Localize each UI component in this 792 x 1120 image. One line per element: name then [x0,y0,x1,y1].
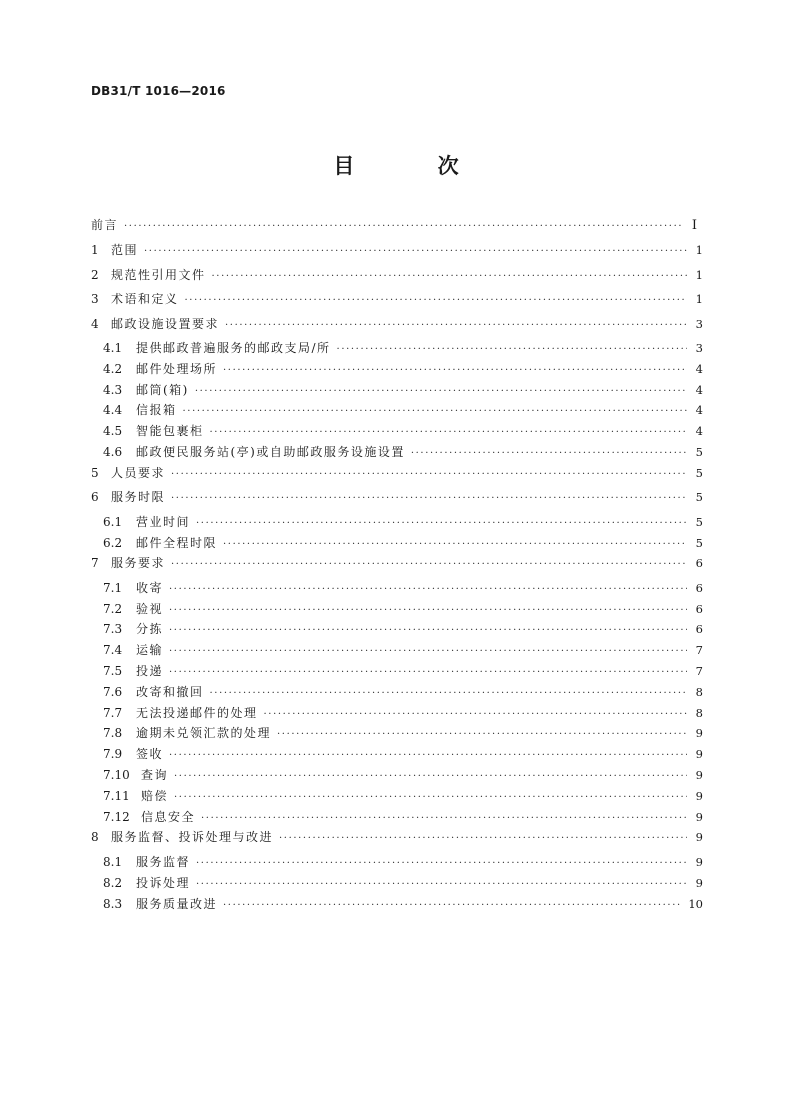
toc-entry-page: 4 [695,403,703,418]
toc-entry-number: 4.4 [103,403,123,418]
dot-leader [223,365,687,376]
toc-entry[interactable] [91,443,703,464]
toc-entry-page: 9 [695,726,703,741]
toc-entry[interactable] [91,464,703,489]
toc-entry-page: 5 [695,444,703,459]
toc-entry[interactable] [91,620,703,641]
toc-entry-number: 7 [91,556,99,571]
toc-entry-page: 9 [695,830,703,845]
toc-entry[interactable] [91,534,703,555]
dot-leader [169,584,687,595]
toc-entry[interactable] [91,704,703,725]
toc-entry-label: 投诉处理 [136,875,191,890]
dot-leader [144,246,687,257]
toc-entry[interactable] [91,895,703,916]
toc-entry[interactable] [91,579,703,600]
toc-entry-number: 8.2 [103,875,123,890]
page-title: 目 次 [333,154,497,178]
toc-entry[interactable] [91,216,703,241]
toc-entry-label: 前言 [91,218,119,232]
toc-entry-label: 改寄和撤回 [136,684,204,699]
toc-entry-page: 1 [695,243,703,257]
dot-leader [169,625,687,636]
toc-entry-label: 验视 [136,601,164,616]
toc-entry-page: 6 [695,556,703,571]
dot-leader [171,559,687,570]
toc-entry-page: 6 [695,580,703,595]
toc-entry-number: 4.5 [103,424,123,439]
dot-leader [201,813,687,824]
toc-entry-page: 4 [695,382,703,397]
toc-entry-number: 8.1 [103,854,123,869]
toc-entry-number: 7.10 [103,768,130,783]
toc-entry-label: 术语和定义 [111,292,179,306]
toc-entry[interactable] [91,766,703,787]
toc-entry-number: 7.2 [103,601,123,616]
toc-entry-label: 范围 [111,243,139,257]
toc-entry-page: 5 [695,535,703,550]
toc-entry-number: 1 [91,243,99,257]
dot-leader [169,750,687,761]
dot-leader [174,771,687,782]
dot-leader [196,858,687,869]
dot-leader [264,709,687,720]
toc-entry[interactable] [91,241,703,266]
dot-leader [196,518,687,529]
dot-leader [124,221,681,232]
toc-entry-label: 营业时间 [136,514,191,529]
toc-entry-number: 4 [91,316,99,331]
toc-entry-label: 智能包裹柜 [136,424,204,439]
toc-entry[interactable] [91,745,703,766]
toc-entry-number: 7.5 [103,664,123,679]
dot-leader [169,667,687,678]
toc-entry-label: 服务监督、投诉处理与改进 [111,830,274,845]
toc-entry-page: 5 [695,490,703,505]
dot-leader [196,879,687,890]
toc-entry-page: 8 [695,684,703,699]
toc-entry-number: 7.11 [103,788,130,803]
dot-leader [210,427,687,438]
toc-entry-page: 7 [695,643,703,658]
toc-entry[interactable] [91,554,703,579]
toc-entry-number: 7.3 [103,622,123,637]
dot-leader [223,900,682,911]
dot-leader [225,320,687,331]
toc-entry-page: 9 [695,768,703,783]
toc-entry-number: 6.1 [103,514,123,529]
toc-entry-number: 4.2 [103,361,123,376]
toc-entry-number: 4.3 [103,382,123,397]
dot-leader [279,833,687,844]
toc-entry-page: 5 [695,514,703,529]
toc-entry[interactable] [91,828,703,853]
toc-entry-number: 6.2 [103,535,123,550]
toc-entry-page: 3 [695,316,703,331]
toc-entry[interactable] [91,266,703,291]
dot-leader [277,729,687,740]
toc-entry-page: 4 [695,424,703,439]
toc-entry-page: 9 [695,875,703,890]
toc-entry-number: 8 [91,830,99,845]
toc-entry-number: 7.7 [103,705,123,720]
toc-entry-label: 人员要求 [111,465,166,480]
dot-leader [223,539,687,550]
toc-entry-label: 邮件处理场所 [136,361,218,376]
toc-entry[interactable] [91,724,703,745]
toc-entry-page: 3 [695,341,703,355]
toc-entry-label: 邮政设施设置要求 [111,316,220,331]
toc-entry-label: 邮件全程时限 [136,535,218,550]
toc-entry[interactable] [91,600,703,621]
toc-entry[interactable] [91,641,703,662]
toc-entry[interactable] [91,662,703,683]
toc-entry-page: 9 [695,788,703,803]
dot-leader [185,295,687,306]
toc-entry-number: 3 [91,292,99,306]
toc-entry[interactable] [91,381,703,402]
toc-entry-label: 邮筒(箱) [136,382,189,397]
toc-entry-page: 1 [695,267,703,282]
toc-entry[interactable] [91,290,703,315]
toc-entry-label: 信息安全 [141,809,196,824]
dot-leader [171,493,687,504]
toc-entry[interactable] [91,683,703,704]
toc-entry-page: 8 [695,705,703,720]
toc-entry-label: 投递 [136,664,164,679]
toc-entry-number: 6 [91,490,99,505]
toc-entry-label: 服务时限 [111,490,166,505]
toc-entry-page: 6 [695,622,703,637]
toc-entry-label: 分拣 [136,622,164,637]
dot-leader [195,386,687,397]
toc-entry-label: 规范性引用文件 [111,267,206,282]
toc-entry-label: 收寄 [136,580,164,595]
toc-entry-page: 4 [695,361,703,376]
toc-entry[interactable] [91,787,703,808]
toc-entry-page: 6 [695,601,703,616]
toc-entry-label: 服务质量改进 [136,896,218,911]
toc-entry-label: 服务监督 [136,854,191,869]
toc-entry[interactable] [91,339,703,360]
toc-entry-number: 7.4 [103,643,123,658]
toc-entry-page: 5 [695,465,703,480]
toc-entry-number: 7.6 [103,684,123,699]
dot-leader [183,406,687,417]
toc-entry-page: 10 [688,896,703,911]
toc-entry-page: 9 [695,854,703,869]
toc-entry-label: 运输 [136,643,164,658]
toc-entry[interactable] [91,360,703,381]
dot-leader [169,646,687,657]
dot-leader [169,605,687,616]
toc-entry-number: 4.1 [103,341,123,355]
toc-entry-number: 8.3 [103,896,123,911]
toc-entry-page: 9 [695,809,703,824]
toc-entry-label: 信报箱 [136,403,177,418]
dot-leader [212,271,687,282]
dot-leader [210,688,687,699]
toc-entry-number: 7.1 [103,580,123,595]
toc-entry-label: 服务要求 [111,556,166,571]
toc-entry[interactable] [91,513,703,534]
table-of-contents [91,216,703,915]
toc-entry-page: 9 [695,747,703,762]
toc-entry-number: 2 [91,267,99,282]
toc-entry-label: 提供邮政普遍服务的邮政支局/所 [136,341,331,355]
toc-entry-label: 邮政便民服务站(亭)或自助邮政服务设施设置 [136,444,405,459]
document-code: DB31/T 1016—2016 [91,84,226,98]
dot-leader [337,344,687,355]
toc-entry[interactable] [91,401,703,422]
toc-entry-label: 逾期未兑领汇款的处理 [136,726,272,741]
toc-entry-number: 7.8 [103,726,123,741]
toc-entry-label: 无法投递邮件的处理 [136,705,258,720]
toc-entry-number: 7.12 [103,809,130,824]
toc-entry-label: 签收 [136,747,164,762]
toc-entry[interactable] [91,315,703,340]
dot-leader [411,448,687,459]
dot-leader [171,469,687,480]
toc-entry-page: 1 [695,292,703,306]
toc-entry-page: 7 [695,664,703,679]
toc-entry-number: 5 [91,465,99,480]
toc-entry-page: I [691,218,697,233]
toc-entry-number: 4.6 [103,444,123,459]
toc-entry[interactable] [91,422,703,443]
toc-entry[interactable] [91,853,703,874]
toc-entry[interactable] [91,874,703,895]
toc-entry[interactable] [91,808,703,829]
toc-entry-label: 查询 [141,768,169,783]
toc-entry[interactable] [91,488,703,513]
dot-leader [174,792,687,803]
toc-entry-label: 赔偿 [141,788,169,803]
toc-entry-number: 7.9 [103,747,123,762]
